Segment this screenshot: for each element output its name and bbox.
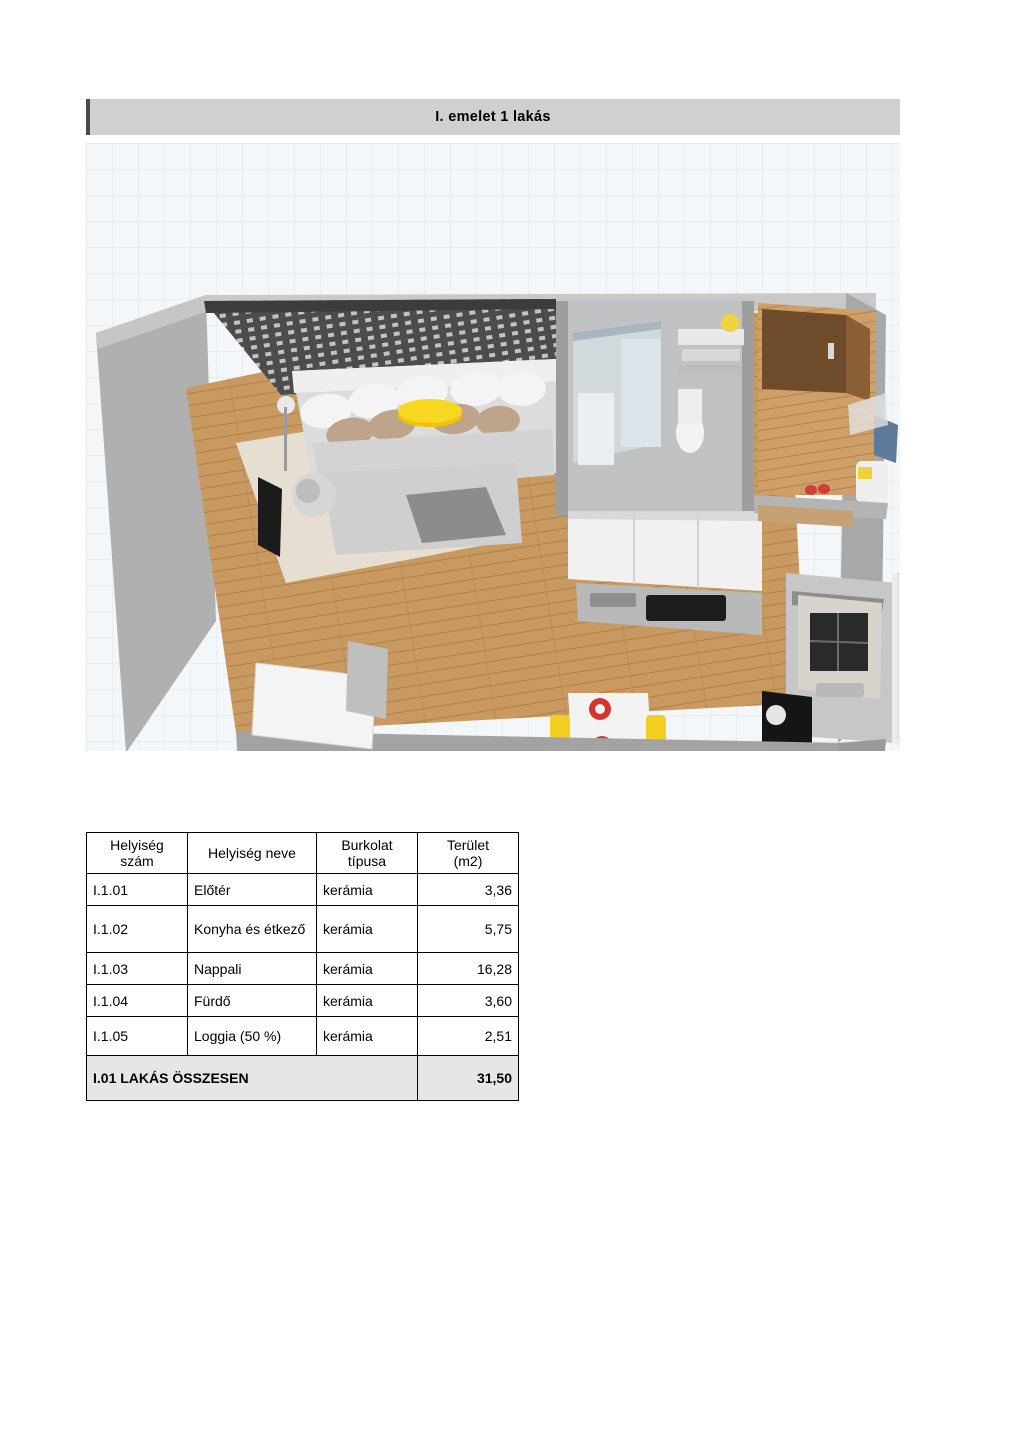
cell-covering: kerámia: [317, 906, 418, 953]
sheet-title-bar: [86, 99, 900, 135]
door-handle: [828, 343, 834, 359]
table-row: [87, 953, 519, 985]
hall-decor: [858, 467, 872, 479]
table-header-row: [87, 833, 519, 874]
cell-room-name: Konyha és étkező: [188, 906, 317, 953]
header-area: Terület (m2): [418, 833, 519, 874]
cell-room-number: I.1.05: [87, 1017, 188, 1056]
table-row: [87, 874, 519, 906]
cell-area: 2,51: [418, 1017, 519, 1056]
bathroom-counter: [682, 349, 740, 361]
bathroom-light: [721, 314, 739, 332]
cell-room-number: I.1.04: [87, 985, 188, 1017]
bathroom-wall-left: [556, 301, 568, 515]
cell-room-number: I.1.03: [87, 953, 188, 985]
page-title: I. emelet 1 lakás: [435, 109, 551, 125]
toilet-cistern: [678, 389, 702, 423]
cell-room-name: Előtér: [188, 874, 317, 906]
shower-glass: [578, 393, 614, 465]
total-value: 31,50: [418, 1056, 519, 1101]
cell-area: 3,36: [418, 874, 519, 906]
cell-area: 3,60: [418, 985, 519, 1017]
kitchen-upper-cabinets: [568, 511, 762, 591]
cell-covering: kerámia: [317, 1017, 418, 1056]
appliance-knob: [766, 705, 786, 725]
bathroom-vanity: [678, 329, 744, 345]
table-row: [87, 985, 519, 1017]
table-row: [87, 1017, 519, 1056]
total-label: I.01 LAKÁS ÖSSZESEN: [87, 1056, 418, 1101]
apartment-render: [86, 143, 900, 751]
door-reveal: [346, 641, 388, 719]
cell-covering: kerámia: [317, 874, 418, 906]
window-right: [898, 573, 900, 747]
cell-covering: kerámia: [317, 953, 418, 985]
room-area-table: [86, 832, 519, 1101]
kitchen-sink: [590, 593, 636, 607]
floorplan-3d-svg: [86, 143, 900, 751]
title-accent-bar: [86, 99, 90, 135]
shoe-right: [818, 484, 830, 494]
cell-room-number: I.1.02: [87, 906, 188, 953]
cell-area: 5,75: [418, 906, 519, 953]
cell-area: 16,28: [418, 953, 519, 985]
shower-wall-panel: [621, 339, 661, 447]
entrance-door-side: [846, 315, 870, 401]
cell-room-name: Fürdő: [188, 985, 317, 1017]
kitchen-hob: [646, 595, 726, 621]
cell-covering: kerámia: [317, 985, 418, 1017]
header-covering-type: Burkolat típusa: [317, 833, 418, 874]
table-total-row: [87, 1056, 519, 1101]
tv-screen: [258, 477, 282, 557]
header-room-name: Helyiség neve: [188, 833, 317, 874]
lamp-stand: [284, 407, 287, 471]
cell-room-number: I.1.01: [87, 874, 188, 906]
oven-handle: [816, 683, 864, 697]
header-room-number: Helyiség szám: [87, 833, 188, 874]
bathroom-cabinet: [678, 365, 742, 375]
table-row: [87, 906, 519, 953]
cell-room-name: Loggia (50 %): [188, 1017, 317, 1056]
shoe-left: [805, 485, 817, 495]
cell-room-name: Nappali: [188, 953, 317, 985]
